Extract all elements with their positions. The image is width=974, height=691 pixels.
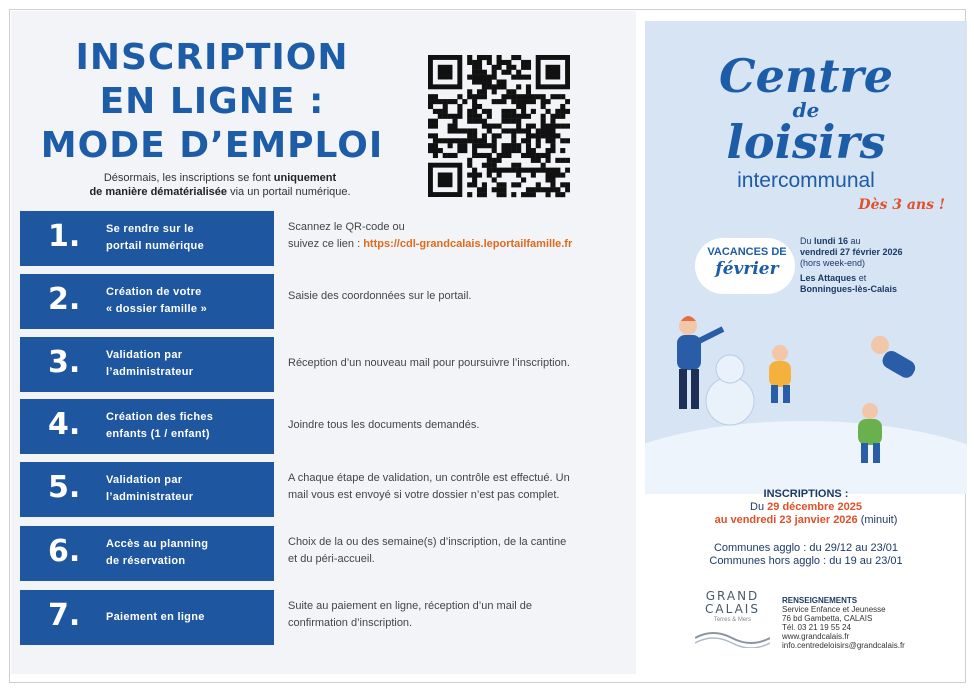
step-1-box [20, 211, 274, 266]
step-label-line: Paiement en ligne [106, 611, 205, 623]
contact-line: 76 bd Gambetta, CALAIS [782, 614, 873, 623]
step-desc-line: et du péri-accueil. [288, 553, 375, 565]
step-description [288, 417, 618, 434]
step-description [288, 288, 618, 305]
dates-text: Du [800, 236, 815, 246]
step-1 [20, 211, 620, 266]
vacation-label: VACANCES DE [707, 246, 787, 258]
step-label-line: l’administrateur [106, 366, 194, 378]
step-desc-line: A chaque étape de validation, un contrôle est effectué. Un [288, 472, 570, 484]
step-desc-line: Suite au paiement en ligne, réception d’un mail de [288, 600, 532, 612]
step-5-box [20, 462, 274, 517]
place-sep: et [856, 273, 867, 283]
place-2: Bonningues-lès-Calais [800, 284, 898, 294]
step-label-line: Accès au planning [106, 538, 209, 550]
poster-subtitle: intercommunal [737, 169, 875, 192]
step-label-line: Validation par [106, 474, 183, 486]
vacation-month: février [715, 259, 779, 279]
step-desc-line: suivez ce lien : [288, 238, 364, 250]
step-label-line: enfants (1 / enfant) [106, 428, 210, 440]
dates-note: (hors week-end) [800, 258, 866, 268]
communes-agglo: Communes agglo : du 29/12 au 23/01 [713, 542, 899, 554]
step-label [106, 284, 266, 318]
step-5 [20, 462, 620, 517]
grand-calais-logo [690, 590, 775, 652]
insc-du: Du [750, 501, 768, 513]
step-desc-line: mail vous est envoyé si votre dossier n’est pas complet. [288, 489, 560, 501]
winter-illustration [645, 291, 967, 494]
step-6 [20, 526, 620, 581]
step-description [288, 598, 618, 632]
portal-link[interactable]: https://cdl-grandcalais.leportailfamille.fr [363, 238, 573, 250]
step-7 [20, 590, 620, 645]
step-number: 4. [48, 407, 81, 442]
step-desc-line: Choix de la ou des semaine(s) d’inscription, de la cantine [288, 536, 567, 548]
page-title [22, 36, 402, 168]
step-label-line: portail numérique [106, 240, 204, 252]
step-description [288, 355, 618, 372]
step-desc-line: Saisie des coordonnées sur le portail. [288, 290, 472, 302]
age-tagline: Dès 3 ans ! [858, 197, 945, 213]
step-number: 3. [48, 345, 81, 380]
step-description [288, 470, 618, 504]
step-number: 6. [48, 534, 81, 569]
communes-hors: Communes hors agglo : du 19 au 23/01 [709, 555, 903, 567]
intro-text [40, 171, 400, 199]
logo-line-1: GRAND [705, 589, 760, 603]
step-7-box [20, 590, 274, 645]
dates-start: lundi 16 [814, 236, 849, 246]
intro-part-a: Désormais, les inscriptions se font [103, 172, 274, 184]
step-label-line: Se rendre sur le [106, 223, 194, 235]
logo-text [690, 590, 775, 616]
step-label [106, 472, 266, 506]
step-number: 1. [48, 219, 81, 254]
qr-code[interactable] [428, 55, 570, 231]
place-1: Les Attaques [800, 273, 857, 283]
step-3 [20, 337, 620, 392]
step-desc-line: Réception d’un nouveau mail pour poursuivre l’inscription. [288, 357, 570, 369]
poster-title-centre: Centre [718, 49, 894, 103]
step-label-line: l’administrateur [106, 491, 194, 503]
contact-website[interactable]: www.grandcalais.fr [782, 632, 850, 641]
step-number: 5. [48, 470, 81, 505]
inscriptions-heading: INSCRIPTIONS : [763, 488, 849, 500]
inscriptions-block [645, 488, 967, 527]
step-label-line: Création de votre [106, 286, 202, 298]
insc-end: au vendredi 23 janvier 2026 [714, 514, 858, 526]
step-number: 2. [48, 282, 81, 317]
vacation-banner [690, 236, 935, 296]
step-label-line: Validation par [106, 349, 183, 361]
title-line-3: MODE D’EMPLOI [40, 125, 384, 166]
step-4 [20, 399, 620, 454]
step-6-box [20, 526, 274, 581]
step-desc-line: Scannez le QR-code ou [288, 221, 405, 233]
step-number: 7. [48, 598, 81, 633]
step-label [106, 347, 266, 381]
step-desc-line: confirmation d’inscription. [288, 617, 413, 629]
title-line-2: EN LIGNE : [99, 81, 325, 122]
step-label-line: Création des fiches [106, 411, 214, 423]
step-description [288, 534, 618, 568]
dates-end: vendredi 27 février 2026 [800, 247, 903, 257]
poster-title-de: de [792, 98, 820, 122]
logo-line-2: CALAIS [705, 602, 760, 616]
step-label [106, 609, 266, 626]
poster-panel [645, 21, 967, 494]
vacation-dates [800, 236, 940, 295]
contact-block [782, 596, 962, 650]
contact-email[interactable]: info.centredeloisirs@grandcalais.fr [782, 641, 905, 650]
step-desc-line: Joindre tous les documents demandés. [288, 419, 480, 431]
step-3-box [20, 337, 274, 392]
step-label-line: de réservation [106, 555, 186, 567]
step-label-line: « dossier famille » [106, 303, 208, 315]
insc-start: 29 décembre 2025 [767, 501, 862, 513]
step-2 [20, 274, 620, 329]
poster-title-loisirs: loisirs [726, 115, 886, 169]
intro-part-d: via un portail numérique. [227, 186, 351, 198]
dates-text: au [848, 236, 861, 246]
step-4-box [20, 399, 274, 454]
title-line-1: INSCRIPTION [75, 37, 349, 78]
intro-emphasis: uniquement [273, 172, 337, 184]
insc-minuit: (minuit) [857, 514, 898, 526]
contact-line: Service Enfance et Jeunesse [782, 605, 886, 614]
step-description [288, 219, 618, 253]
communes-block [645, 542, 967, 568]
wave-icon [695, 628, 770, 648]
contact-line: Tél. 03 21 19 55 24 [782, 623, 851, 632]
step-label [106, 536, 266, 570]
step-2-box [20, 274, 274, 329]
logo-tagline: Terres & Mers [713, 617, 752, 623]
contact-heading: RENSEIGNEMENTS [782, 596, 858, 605]
intro-emphasis-2: de manière dématérialisée [89, 186, 228, 198]
step-label [106, 221, 266, 255]
step-label [106, 409, 266, 443]
